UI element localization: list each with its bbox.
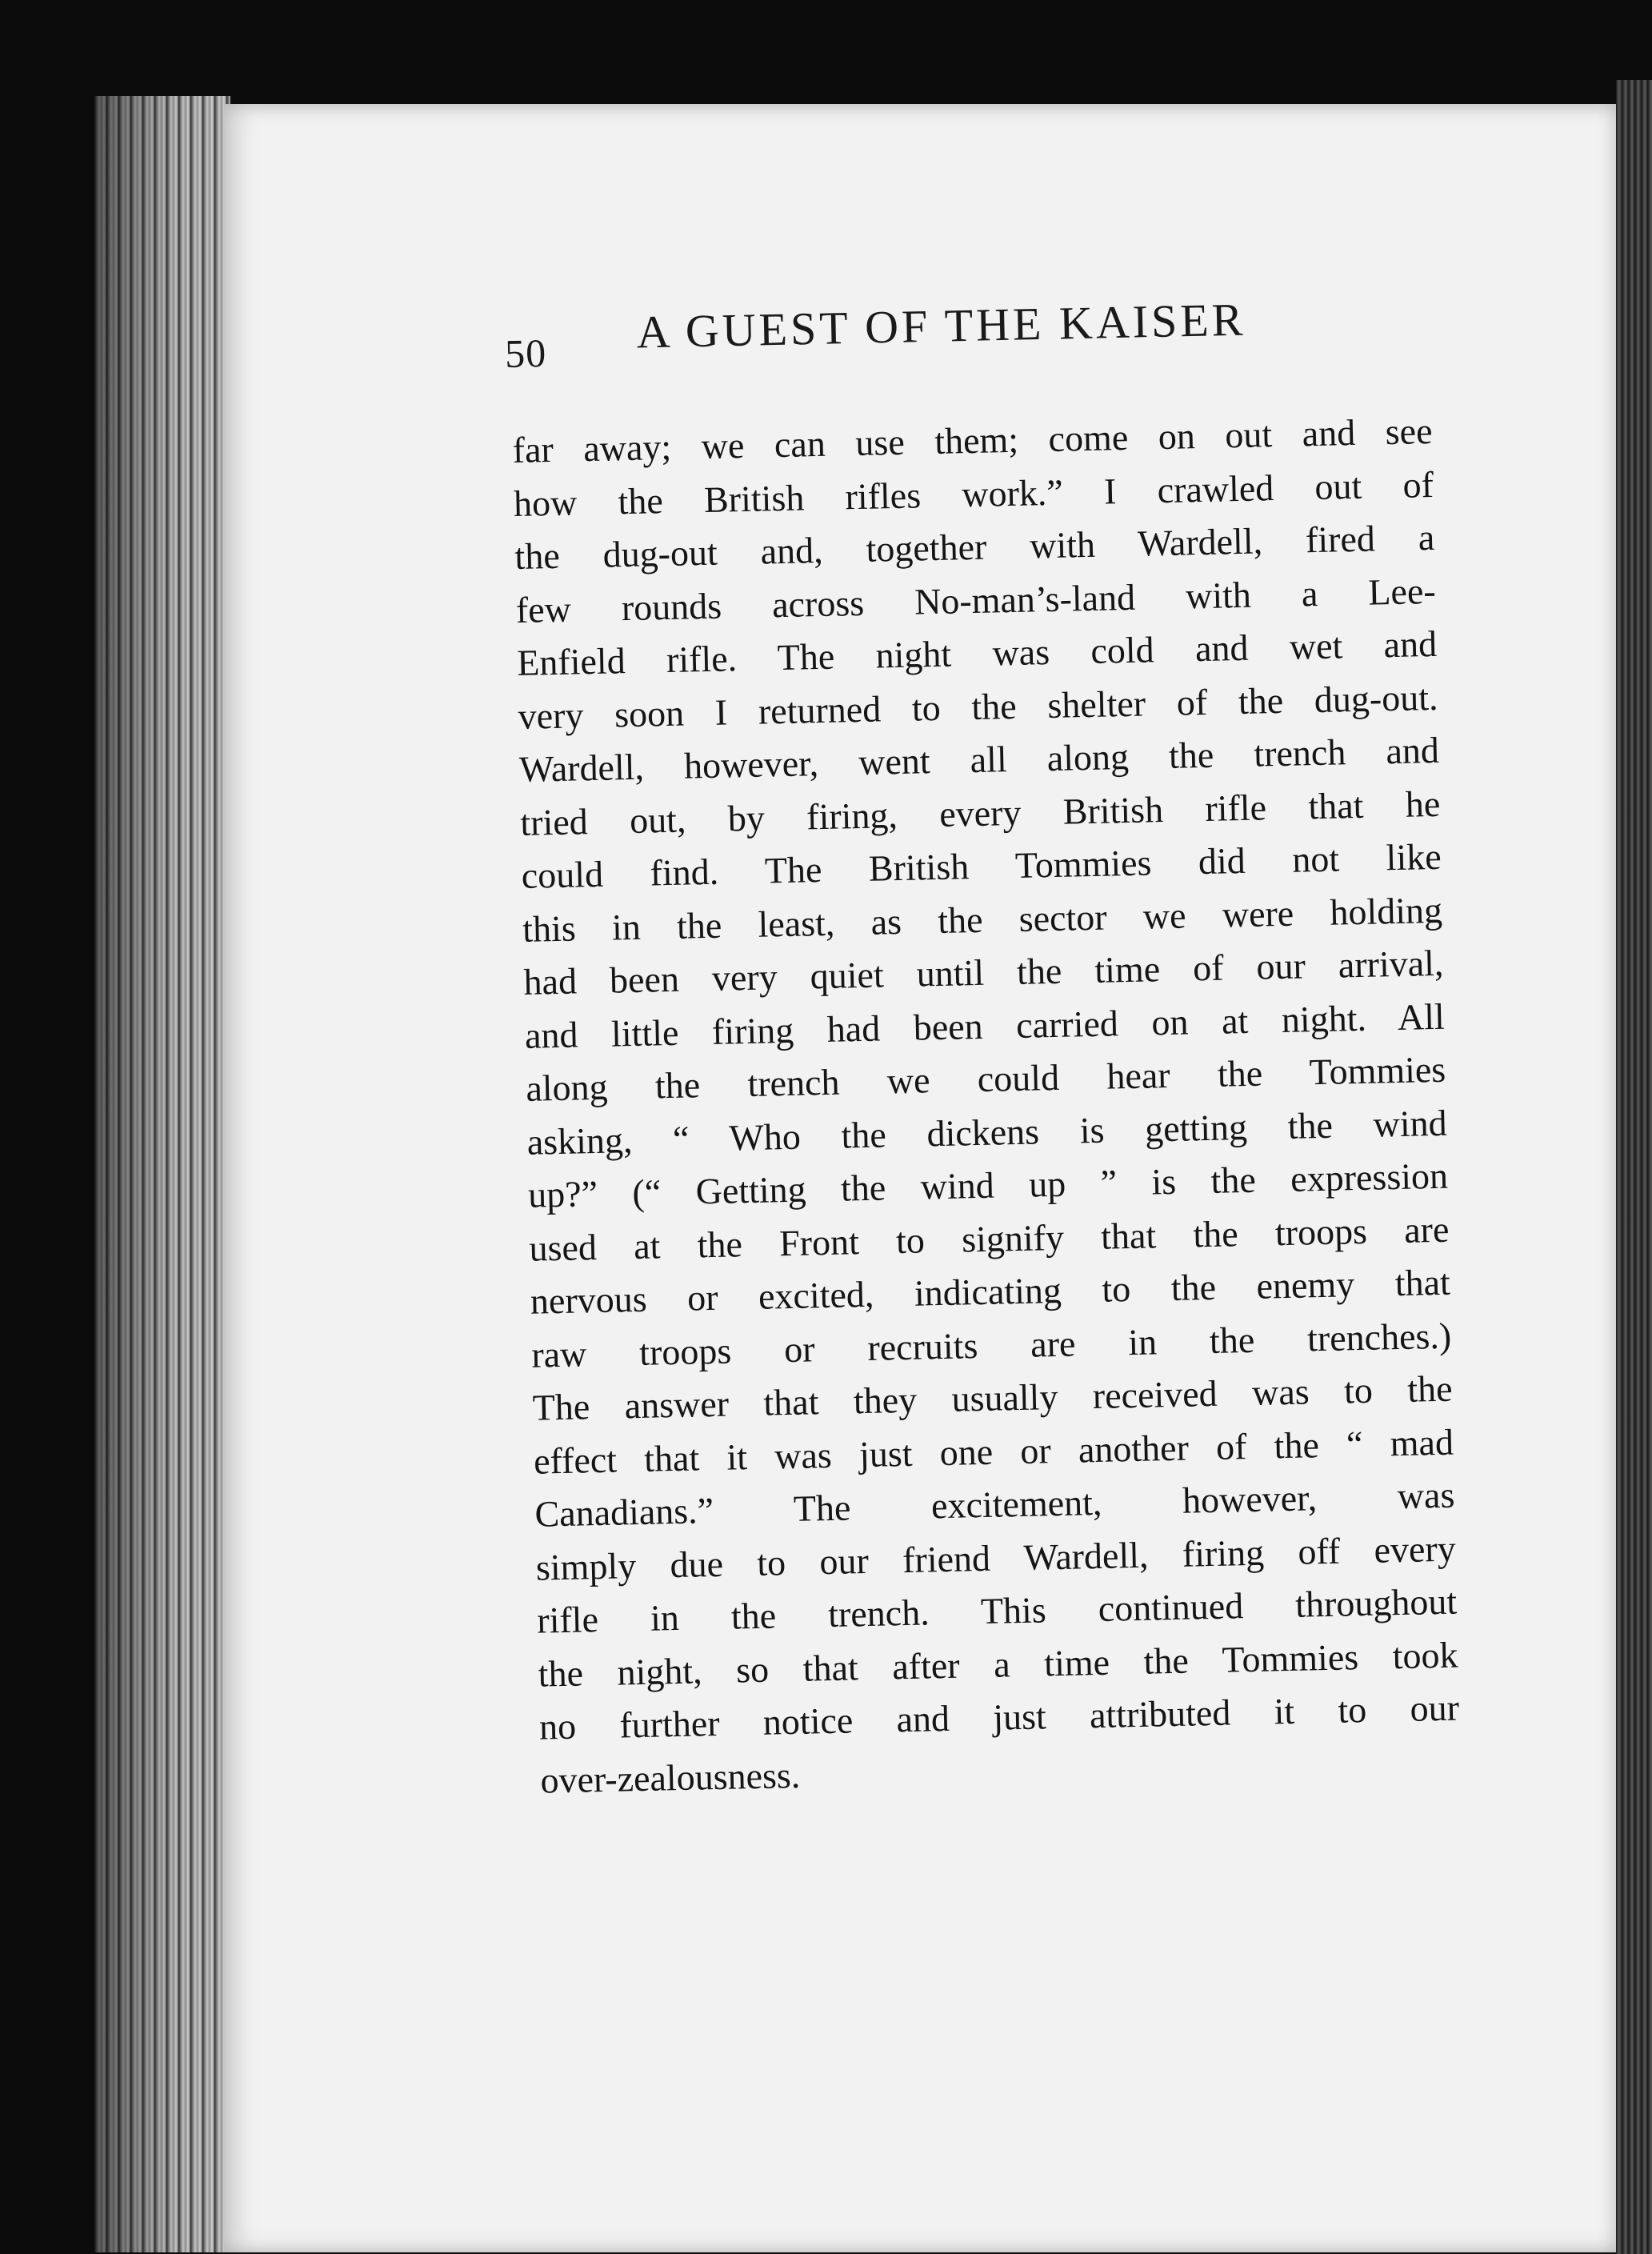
text-line: no further notice and just attributed it to our — [538, 1687, 1460, 1748]
text-line: this in the least, as the sector we were holding — [522, 889, 1443, 950]
text-line: used at the Front to signify that the troops are — [529, 1208, 1450, 1269]
text-line: very soon I returned to the shelter of the dug-out. — [518, 676, 1438, 737]
text-line: tried out, by firing, every British rifle that he — [519, 783, 1441, 843]
book-spine-strip — [1616, 80, 1652, 2254]
text-line: up?” (“ Getting the wind up ” is the expression — [527, 1155, 1449, 1215]
running-title: A GUEST OF THE KAISER — [635, 293, 1247, 358]
text-line: the dug-out and, together with Wardell, fired a — [514, 516, 1435, 577]
text-line: along the trench we could hear the Tommies — [525, 1048, 1446, 1109]
text-line: how the British rifles work.” I crawled out of — [513, 463, 1434, 524]
text-line: raw troops or recruits are in the trenches.) — [530, 1315, 1452, 1375]
text-line: the night, so that after a time the Tommies took — [538, 1634, 1458, 1695]
text-line: nervous or excited, indicating to the enemy that — [530, 1261, 1451, 1322]
text-line: rifle in the trench. This continued throughout — [536, 1580, 1458, 1641]
text-line: and little firing had been carried on at night. All — [524, 995, 1446, 1056]
text-line: effect that it was just one or another of the “ mad — [533, 1421, 1454, 1482]
text-line: Enfield rifle. The night was cold and wet and — [516, 623, 1438, 683]
text-line: Canadians.” The excitement, however, was — [534, 1474, 1455, 1535]
text-line: far away; we can use them; come on out and see — [512, 410, 1433, 470]
text-line: simply due to our friend Wardell, firing off every — [535, 1527, 1457, 1588]
text-line: Wardell, however, went all along the trench and — [518, 729, 1440, 790]
text-line: had been very quiet until the time of our arrival, — [523, 942, 1444, 1003]
body-text — [512, 405, 1461, 1808]
text-line: over-zealousness. — [539, 1754, 801, 1801]
text-line: could find. The British Tommies did not like — [521, 835, 1442, 896]
text-line: asking, “ Who the dickens is getting the wind — [526, 1102, 1448, 1163]
text-line: The answer that they usually received was to the — [532, 1367, 1454, 1428]
page-edges-shadow — [94, 96, 230, 2252]
text-line: few rounds across No-man’s-land with a Lee- — [515, 570, 1437, 631]
page-number: 50 — [504, 330, 547, 376]
